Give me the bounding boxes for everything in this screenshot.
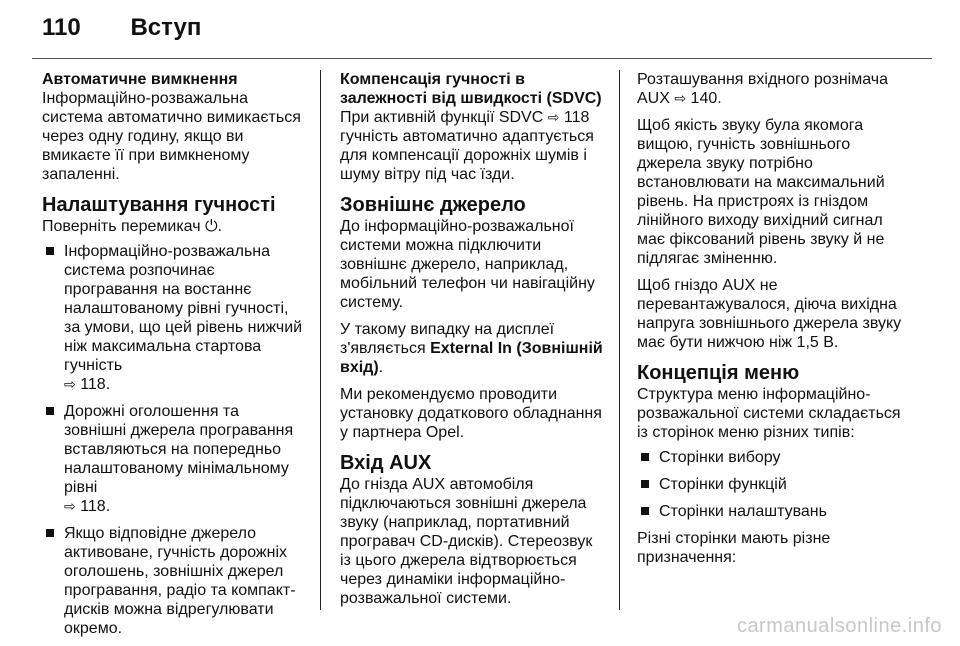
volume-intro-end: . xyxy=(217,218,223,235)
page-ref[interactable]: 118. xyxy=(80,498,111,515)
display-text xyxy=(340,320,605,377)
page-ref-arrow-icon: ⇨ xyxy=(547,109,560,125)
display-end: . xyxy=(378,359,384,376)
aux-heading: Вхід AUX xyxy=(340,452,432,474)
aux-location-text xyxy=(637,70,905,108)
page-ref[interactable]: 118. xyxy=(80,376,111,393)
sdvc-heading: Компенсація гучності в залежності від швидкості (SDVC) xyxy=(340,71,602,107)
page-header xyxy=(42,14,201,48)
list-item xyxy=(42,242,304,394)
sdvc-text-b: гучність автоматично адаптується для компенсації дорожніх шумів і шуму вітру під час їзди. xyxy=(340,128,594,183)
menu-concept-heading: Концепція меню xyxy=(637,362,800,384)
list-item: Сторінки вибору xyxy=(637,448,905,467)
volume-intro xyxy=(42,217,304,236)
page-ref-arrow-icon: ⇨ xyxy=(674,90,687,106)
menu-page-types-list xyxy=(637,448,905,521)
column-divider-1 xyxy=(320,70,321,610)
bullet-text: Інформаційно-розважальна система розпочинає програвання на востаннє налаштованому рівні гучності, за умови, що цей рівень нижчий ніж максимальна стартова гучність xyxy=(64,243,303,374)
sdvc-text-a: При активній функції SDVC xyxy=(340,109,544,126)
bullet-text: Якщо відповідне джерело активоване, гучність дорожніх оголошень, зовнішніх джерел програвання, радіо та компакт-дисків можна відрегулювати окремо. xyxy=(64,525,296,637)
display-bold: External In (Зовнішній вхід) xyxy=(340,340,603,376)
auto-off-heading: Автоматичне вимкнення xyxy=(42,71,238,88)
page-ref[interactable]: 140. xyxy=(690,90,722,107)
column-1 xyxy=(42,70,304,646)
list-item: Сторінки налаштувань xyxy=(637,502,905,521)
page-ref[interactable]: 118 xyxy=(563,109,590,126)
quality-text: Щоб якість звуку була якомога вищою, гучність зовнішнього джерела звуку потрібно встановлювати на максимальний рівень. На пристроях із гніздом лінійного виходу вихідний сигнал має фіксований рівень звуку й не підлягає зміненню. xyxy=(637,117,885,267)
page-ref-arrow-icon: ⇨ xyxy=(64,376,76,392)
page-ref-arrow-icon: ⇨ xyxy=(64,498,76,514)
page-number: 110 xyxy=(42,14,81,41)
chapter-title: Вступ xyxy=(130,14,202,41)
pages-purpose-text: Різні сторінки мають різне призначення: xyxy=(637,530,831,566)
power-button-icon: ⏻ xyxy=(205,218,218,235)
watermark: carmanualsonline.info xyxy=(736,615,942,637)
menu-text: Структура меню інформаційно-розважальної системи складається із сторінок меню різних типів: xyxy=(637,386,901,441)
list-item xyxy=(42,402,304,516)
volume-intro-text: Поверніть перемикач xyxy=(42,218,205,235)
aux-text: До гнізда AUX автомобіля підключаються зовнішні джерела звуку (наприклад, портативний програвач CD-дисків). Стереозвук із цього джерела відтворюється через динаміки інформаційно-розважальної системи. xyxy=(340,476,593,607)
auto-off-text: Інформаційно-розважальна система автоматично вимикається через одну годину, якщо ви вмикаєте її при вимкненому запаленні. xyxy=(42,90,301,183)
external-source-text: До інформаційно-розважальної системи можна підключити зовнішнє джерело, наприклад, мобільний телефон чи навігаційну систему. xyxy=(340,218,595,311)
volume-heading: Налаштування гучності xyxy=(42,194,276,216)
recommend-text: Ми рекомендуємо проводити установку додаткового обладнання у партнера Opel. xyxy=(340,386,602,441)
column-divider-2 xyxy=(619,70,620,610)
aux-location-a: Розташування вхідного рознімача AUX xyxy=(637,71,888,107)
external-source-heading: Зовнішнє джерело xyxy=(340,194,526,216)
list-item xyxy=(42,524,304,638)
display-text-a: У такому випадку на дисплеї з'являється xyxy=(340,321,555,357)
list-item: Сторінки функцій xyxy=(637,475,905,494)
column-3 xyxy=(637,70,905,575)
column-2 xyxy=(340,70,605,616)
sdvc-text xyxy=(340,108,605,184)
overload-text: Щоб гніздо AUX не перевантажувалося, діюча вихідна напруга зовнішнього джерела звуку має бути нижчою ніж 1,5 В. xyxy=(637,277,902,351)
header-rule xyxy=(32,58,932,59)
volume-bullet-list xyxy=(42,242,304,638)
bullet-text: Дорожні оголошення та зовнішні джерела програвання вставляються на попередньо налаштованому мінімальному рівні xyxy=(64,403,294,496)
